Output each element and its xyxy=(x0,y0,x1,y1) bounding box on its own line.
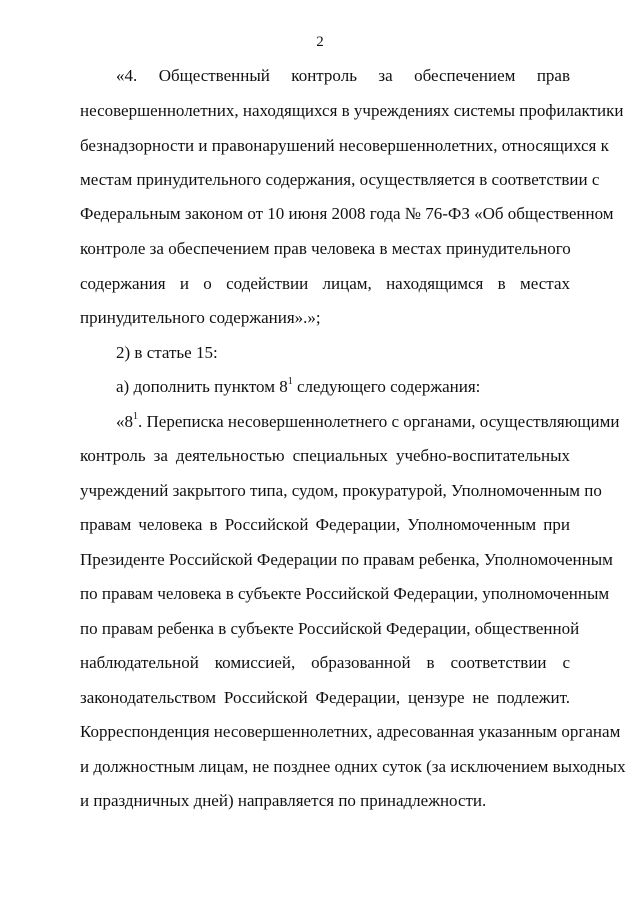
text-line-13: учреждений закрытого типа, судом, прокуратурой, Уполномоченным по xyxy=(80,481,602,500)
text-line-7: содержания и о содействии лицам, находящимся в местах xyxy=(80,274,570,293)
text-line-6: контроле за обеспечением прав человека в местах принудительного xyxy=(80,239,571,258)
page-number: 2 xyxy=(316,34,324,50)
text-line-11-pre: «8 xyxy=(116,412,133,431)
text-line-19: законодательством Российской Федерации, цензуре не подлежит. xyxy=(80,688,570,707)
text-line-10 xyxy=(116,375,480,399)
text-line-5: Федеральным законом от 10 июня 2008 года № 76-ФЗ «Об общественном xyxy=(80,204,614,223)
superscript-1b: 1 xyxy=(133,411,138,423)
text-line-8: принудительного содержания».»; xyxy=(80,308,321,327)
text-line-12: контроль за деятельностью специальных учебно-воспитательных xyxy=(80,446,570,465)
text-line-9: 2) в статье 15: xyxy=(116,343,218,362)
text-line-10-pre: а) дополнить пунктом 8 xyxy=(116,377,288,396)
text-line-17: по правам ребенка в субъекте Российской Федерации, общественной xyxy=(80,619,580,638)
text-line-22: и праздничных дней) направляется по принадлежности. xyxy=(80,791,487,810)
text-line-20: Корреспонденция несовершеннолетних, адресованная указанным органам xyxy=(80,722,621,741)
text-line-10-post: следующего содержания: xyxy=(292,377,481,396)
text-line-14: правам человека в Российской Федерации, Уполномоченным при xyxy=(80,515,570,534)
text-line-11 xyxy=(116,410,620,434)
text-line-3: безнадзорности и правонарушений несовершеннолетних, относящихся к xyxy=(80,136,609,155)
text-line-18: наблюдательной комиссией, образованной в соответствии с xyxy=(80,653,570,672)
text-line-21: и должностным лицам, не позднее одних суток (за исключением выходных xyxy=(80,757,626,776)
text-line-16: по правам человека в субъекте Российской Федерации, уполномоченным xyxy=(80,584,610,603)
superscript-1: 1 xyxy=(287,376,293,388)
text-line-15: Президенте Российской Федерации по правам ребенка, Уполномоченным xyxy=(80,550,613,569)
text-line-1: «4. Общественный контроль за обеспечением прав xyxy=(116,66,570,85)
text-line-2: несовершеннолетних, находящихся в учреждениях системы профилактики xyxy=(80,101,624,120)
text-line-11-post: . Переписка несовершеннолетнего с органами, осуществляющими xyxy=(138,412,620,431)
text-line-4: местам принудительного содержания, осуществляется в соответствии с xyxy=(80,170,600,189)
